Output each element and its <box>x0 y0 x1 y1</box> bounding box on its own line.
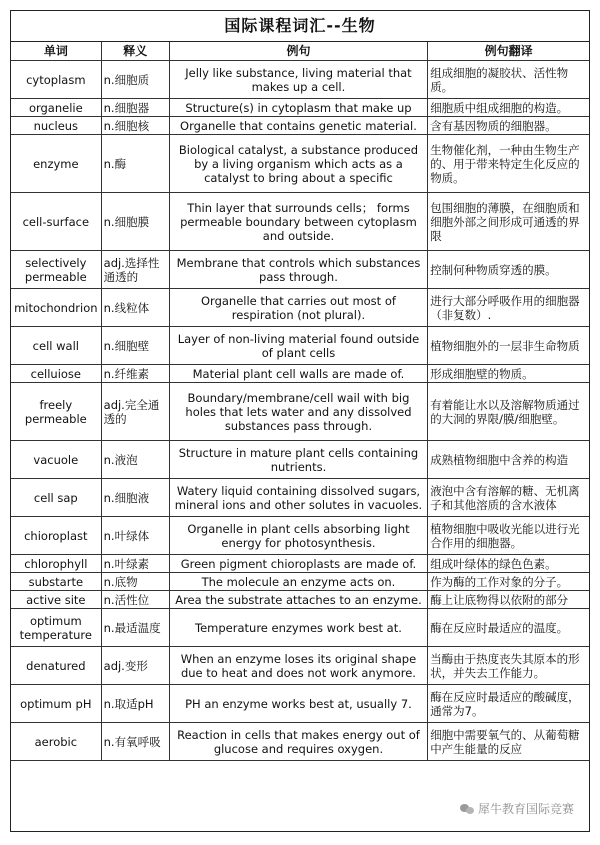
table-row <box>11 327 589 365</box>
table-row <box>11 479 589 517</box>
table-row <box>11 135 589 193</box>
row-translation: 组成叶绿体的绿色色素。 <box>428 555 589 573</box>
row-definition: n.细胞壁 <box>101 327 169 365</box>
row-definition: n.线粒体 <box>101 289 169 327</box>
row-word: organelie <box>11 99 101 117</box>
table-row <box>11 441 589 479</box>
table-row <box>11 591 589 609</box>
table-row <box>11 383 589 441</box>
row-word: chlorophyll <box>11 555 101 573</box>
table-row <box>11 573 589 591</box>
row-example: Boundary/membrane/cell wail with big holes that lets water and any dissolved substances pass through. <box>169 383 427 441</box>
row-example: Green pigment chioroplasts are made of. <box>169 555 427 573</box>
row-example: Reaction in cells that makes energy out of glucose and requires oxygen. <box>169 723 427 761</box>
row-definition: n.有氧呼吸 <box>101 723 169 761</box>
row-example: Organelle that carries out most of respiration (not plural). <box>169 289 427 327</box>
row-example: Membrane that controls which substances pass through. <box>169 251 427 289</box>
row-word: substarte <box>11 573 101 591</box>
table-row <box>11 117 589 135</box>
row-word: cytoplasm <box>11 61 101 99</box>
table-row <box>11 685 589 723</box>
row-translation: 细胞质中组成细胞的构造。 <box>428 99 589 117</box>
row-translation: 含有基因物质的细胞器。 <box>428 117 589 135</box>
row-word: aerobic <box>11 723 101 761</box>
row-example: Material plant cell walls are made of. <box>169 365 427 383</box>
wechat-icon <box>460 803 474 815</box>
row-definition: n.细胞液 <box>101 479 169 517</box>
row-translation: 酶上让底物得以依附的部分 <box>428 591 589 609</box>
row-translation: 酶在反应时最适应的温度。 <box>428 609 589 647</box>
table-row <box>11 723 589 761</box>
row-definition: adj.选择性通透的 <box>101 251 169 289</box>
row-definition: n.叶绿素 <box>101 555 169 573</box>
row-word: vacuole <box>11 441 101 479</box>
row-example: Biological catalyst, a substance produced by a living organism which acts as a catalyst to bring about a specific <box>169 135 427 193</box>
table-row <box>11 555 589 573</box>
row-translation: 组成细胞的凝胶状、活性物质。 <box>428 61 589 99</box>
row-translation: 细胞中需要氧气的、从葡萄糖中产生能量的反应 <box>428 723 589 761</box>
table-row <box>11 647 589 685</box>
vocabulary-table <box>11 42 589 761</box>
row-definition: n.活性位 <box>101 591 169 609</box>
header-translation: 例句翻译 <box>428 42 589 61</box>
row-translation: 形成细胞壁的物质。 <box>428 365 589 383</box>
row-definition: n.细胞质 <box>101 61 169 99</box>
row-definition: n.酶 <box>101 135 169 193</box>
row-translation: 进行大部分呼吸作用的细胞器（非复数）. <box>428 289 589 327</box>
table-row <box>11 517 589 555</box>
row-word: denatured <box>11 647 101 685</box>
header-definition: 释义 <box>101 42 169 61</box>
row-word: freely permeable <box>11 383 101 441</box>
row-translation: 包围细胞的薄膜，在细胞质和细胞外部之间形成可通透的界限 <box>428 193 589 251</box>
table-row <box>11 61 589 99</box>
watermark <box>457 800 577 817</box>
table-row <box>11 365 589 383</box>
row-word: cell-surface <box>11 193 101 251</box>
row-translation: 植物细胞外的一层非生命物质 <box>428 327 589 365</box>
page-title: 国际课程词汇--生物 <box>11 11 589 42</box>
row-word: enzyme <box>11 135 101 193</box>
row-example: Watery liquid containing dissolved sugars, mineral ions and other solutes in vacuoles. <box>169 479 427 517</box>
row-example: When an enzyme loses its original shape due to heat and does not work anymore. <box>169 647 427 685</box>
row-definition: adj.变形 <box>101 647 169 685</box>
row-example: Organelle that contains genetic material. <box>169 117 427 135</box>
row-translation: 成熟植物细胞中含养的构造 <box>428 441 589 479</box>
row-definition: n.液泡 <box>101 441 169 479</box>
row-example: Temperature enzymes work best at. <box>169 609 427 647</box>
row-example: PH an enzyme works best at, usually 7. <box>169 685 427 723</box>
row-example: Structure in mature plant cells containing nutrients. <box>169 441 427 479</box>
row-translation: 当酶由于热度丧失其原本的形状，并失去工作能力。 <box>428 647 589 685</box>
row-example: Thin layer that surrounds cells； forms permeable boundary between cytoplasm and outside. <box>169 193 427 251</box>
header-word: 单词 <box>11 42 101 61</box>
table-row <box>11 99 589 117</box>
row-definition: n.细胞核 <box>101 117 169 135</box>
table-row <box>11 609 589 647</box>
table-body <box>11 61 589 761</box>
row-translation: 控制何种物质穿透的膜。 <box>428 251 589 289</box>
row-example: Layer of non-living material found outside of plant cells <box>169 327 427 365</box>
table-row <box>11 289 589 327</box>
table-row <box>11 193 589 251</box>
row-word: selectively permeable <box>11 251 101 289</box>
row-definition: adj.完全通透的 <box>101 383 169 441</box>
table-header-row <box>11 42 589 61</box>
row-definition: n.纤维素 <box>101 365 169 383</box>
row-translation: 植物细胞中吸收光能以进行光合作用的细胞器。 <box>428 517 589 555</box>
row-definition: n.底物 <box>101 573 169 591</box>
row-word: optimum pH <box>11 685 101 723</box>
row-translation: 有着能让水以及溶解物质通过的大洞的界限/膜/细胞壁。 <box>428 383 589 441</box>
row-translation: 作为酶的工作对象的分子。 <box>428 573 589 591</box>
row-example: Organelle in plant cells absorbing light energy for photosynthesis. <box>169 517 427 555</box>
row-translation: 酶在反应时最适应的酸碱度，通常为7。 <box>428 685 589 723</box>
vocabulary-sheet <box>10 10 590 832</box>
row-word: active site <box>11 591 101 609</box>
watermark-text: 犀牛教育国际竞赛 <box>477 802 574 816</box>
row-example: Jelly like substance, living material that makes up a cell. <box>169 61 427 99</box>
row-translation: 生物催化剂，一种由生物生产的、用于带来特定生化反应的物质。 <box>428 135 589 193</box>
row-example: Area the substrate attaches to an enzyme. <box>169 591 427 609</box>
row-word: nucleus <box>11 117 101 135</box>
row-word: optimum temperature <box>11 609 101 647</box>
row-example: Structure(s) in cytoplasm that make up <box>169 99 427 117</box>
row-word: cell sap <box>11 479 101 517</box>
header-example: 例句 <box>169 42 427 61</box>
row-definition: n.取适pH <box>101 685 169 723</box>
row-word: chioroplast <box>11 517 101 555</box>
row-definition: n.细胞膜 <box>101 193 169 251</box>
row-definition: n.最适温度 <box>101 609 169 647</box>
table-row <box>11 251 589 289</box>
row-word: mitochondrion <box>11 289 101 327</box>
row-definition: n.叶绿体 <box>101 517 169 555</box>
row-definition: n.细胞器 <box>101 99 169 117</box>
row-word: celluiose <box>11 365 101 383</box>
row-word: cell wall <box>11 327 101 365</box>
row-example: The molecule an enzyme acts on. <box>169 573 427 591</box>
row-translation: 液泡中含有溶解的糖、无机离子和其他溶质的含水液体 <box>428 479 589 517</box>
